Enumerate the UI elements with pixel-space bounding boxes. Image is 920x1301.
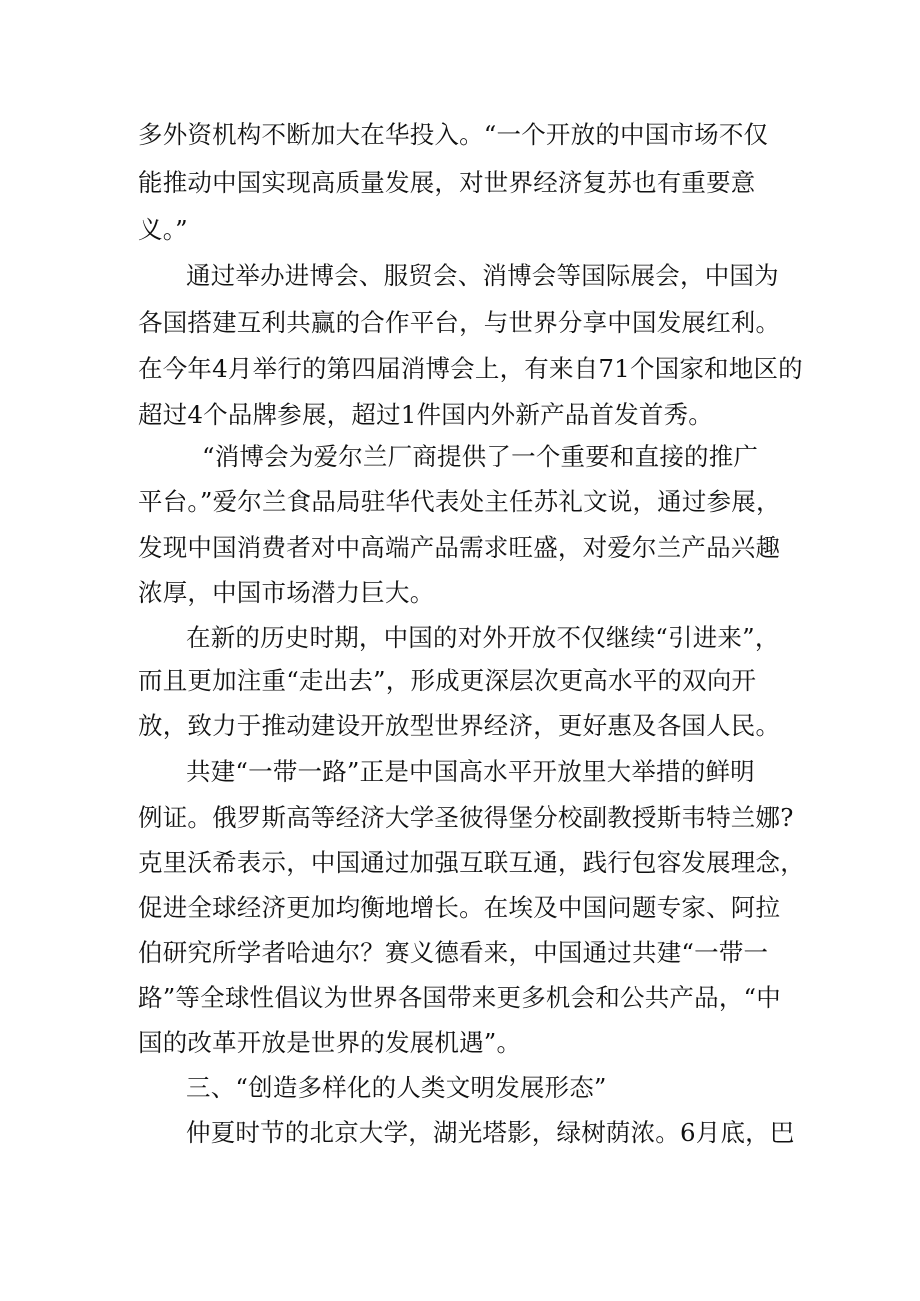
text-line: 在今年4月举行的第四届消博会上，有来自71个国家和地区的 [138,354,803,383]
text-line: 平台。”爱尔兰食品局驻华代表处主任苏礼文说，通过参展， [138,487,781,516]
text-line: 例证。俄罗斯高等经济大学圣彼得堡分校副教授斯韦特兰娜? [138,803,794,832]
text-line: 在新的历史时期，中国的对外开放不仅继续“引进来”， [186,623,780,652]
text-line: 路”等全球性倡议为世界各国带来更多机会和公共产品，“中 [138,983,781,1012]
text-line: “消博会为爱尔兰厂商提供了一个重要和直接的推广 [202,442,759,471]
text-line: 能推动中国实现高质量发展，对世界经济复苏也有重要意 [138,168,756,197]
text-line: 义。” [138,215,188,244]
text-line: 伯研究所学者哈迪尔？赛义德看来，中国通过共建“一带一 [138,938,769,967]
text-line: 共建“一带一路”正是中国高水平开放里大举措的鲜明 [186,757,755,786]
text-line: 国的改革开放是世界的发展机遇”。 [138,1028,522,1057]
text-line: 浓厚，中国市场潜力巨大。 [138,578,435,607]
text-line: 克里沃希表示，中国通过加强互联互通，践行包容发展理念， [138,848,805,877]
text-line: 超过4个品牌参展，超过1件国内外新产品首发首秀。 [138,400,713,429]
text-line: 促进全球经济更加均衡地增长。在埃及中国问题专家、阿拉 [138,893,781,922]
text-line: 各国搭建互利共赢的合作平台，与世界分享中国发展红利。 [138,308,781,337]
text-line: 通过举办进博会、服贸会、消博会等国际展会，中国为 [186,261,779,290]
text-line: 放，致力于推动建设开放型世界经济，更好惠及各国人民。 [138,711,781,740]
section-heading: 三、“创造多样化的人类文明发展形态” [186,1073,607,1102]
text-line: 仲夏时节的北京大学，湖光塔影，绿树荫浓。6月底，巴 [186,1118,795,1147]
text-line: 发现中国消费者对中高端产品需求旺盛，对爱尔兰产品兴趣 [138,533,781,562]
text-line: 多外资机构不断加大在华投入。“一个开放的中国市场不仅 [138,120,769,149]
text-line: 而且更加注重“走出去”，形成更深层次更高水平的双向开 [138,666,757,695]
